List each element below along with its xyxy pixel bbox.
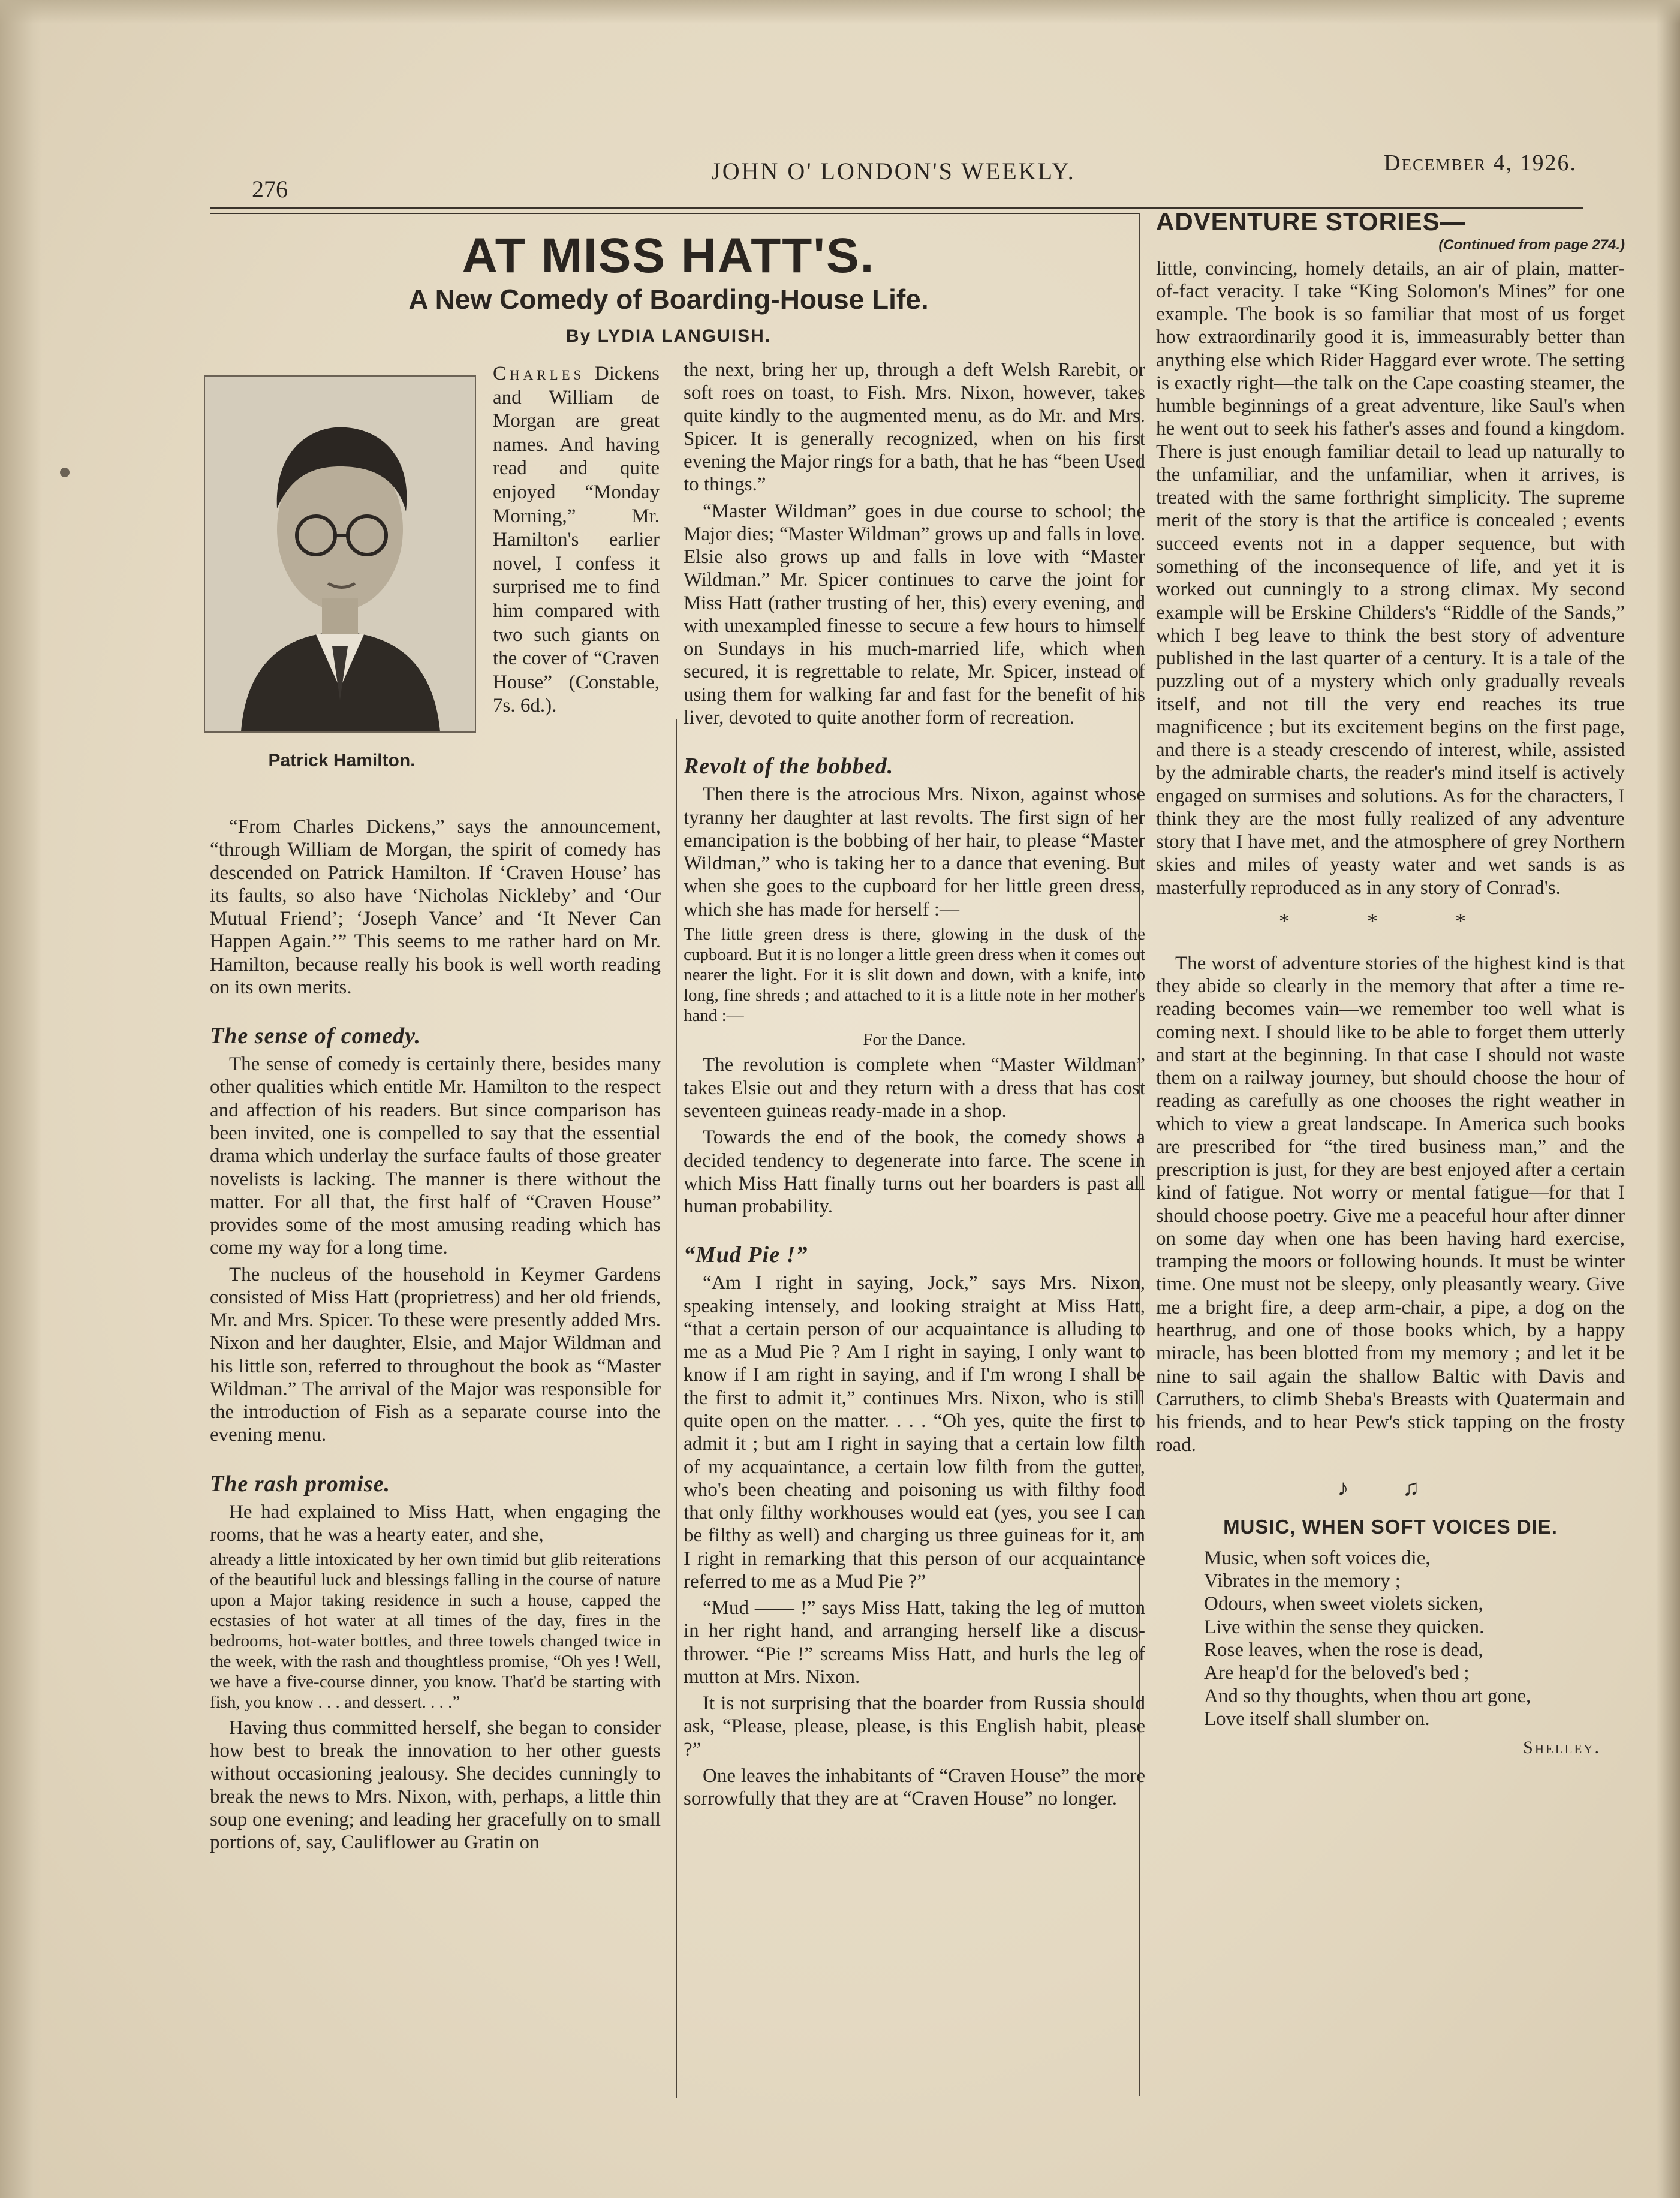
header-rule-thin: [210, 213, 1139, 214]
paragraph: Then there is the atrocious Mrs. Nixon, against whose tyranny her daughter at last revolts. The first sign of her emancipation is the bobbing of her hair, to please “Master Wildman,” who is taking her to a dance that evening. But when she goes to the cupboard for her little green dress, which she has made for herself :—: [684, 784, 1145, 920]
block-quote: The little green dress is there, glowing in the dusk of the cupboard. But it is no longer a little green dress when it comes out nearer the light. For it is slit down and down, with a knife, into long, fine shreds ; and attached to it is a little note in her mother's hand :—: [684, 924, 1145, 1025]
portrait-caption: Patrick Hamilton.: [268, 751, 416, 770]
poem-line: Rose leaves, when the rose is dead,: [1204, 1639, 1483, 1661]
page-edge-right: [1656, 0, 1680, 2198]
page-edge-top: [0, 0, 1680, 24]
subheading-revolt-of-the-bobbed: Revolt of the bobbed.: [684, 754, 894, 779]
intro-dropcap-word: Charles: [493, 363, 585, 384]
paragraph: Having thus committed herself, she began to consider how best to break the innovation to her other guests without occasioning jealousy. She decides cunningly to break the news to Mrs. Nixon, with, perhaps, a little thin soup one evening; and leading her gracefully on to small portions of, say, Cauliflower au Gratin on: [210, 1717, 661, 1854]
subheading-sense-of-comedy: The sense of comedy.: [210, 1023, 421, 1049]
block-quote-signoff: For the Dance.: [863, 1029, 966, 1049]
music-notes-ornament: ♪ ♫: [1337, 1475, 1444, 1501]
poem-line: Love itself shall slumber on.: [1204, 1708, 1430, 1730]
paragraph: The worst of adventure stories of the highest kind is that they abide so clearly in the memory that after a time re-reading becomes vain—we remember too well what is coming next. I should like to be able to forget them utterly and start at the beginning. In that case I should not waste them on a railway journey, but should choose the hour of reading as carefully as one chooses the right weather in which to view a great landscape. In America such books are prescribed for “the tired business man,” and the prescription is just, for they are best enjoyed after a certain kind of fatigue. Not worry or mental fatigue—for that I should choose poetry. Give me a peaceful hour after dinner on some day when one has been having hard exercise, tramping the moors or following hounds. It must be winter time. One must not be sleepy, only pleasantly weary. Give me a bright fire, a deep arm-chair, a pipe, a dog on the hearthrug, and one of those books which, by a happy miracle, has been blotted from my memory ; and let it be nine to sail again the shallow Baltic with Davis and Carruthers, to climb Sheba's Breasts with Quatermain and his friends, and to hear Pew's stick tapping on the frosty road.: [1156, 952, 1625, 1456]
article-byline: By LYDIA LANGUISH.: [565, 326, 772, 346]
section-break: * * *: [1279, 908, 1502, 933]
poem-line: Music, when soft voices die,: [1204, 1547, 1431, 1569]
poem-title: MUSIC, WHEN SOFT VOICES DIE.: [1223, 1515, 1558, 1538]
paragraph: The revolution is complete when “Master Wildman” takes Elsie out and they return with a dress that has cost seventeen guineas ready-made in a shop.: [684, 1054, 1145, 1122]
article-title: AT MISS HATT'S.: [462, 228, 875, 283]
intro-text: Dickens and William de Morgan are great names. And having read and quite enjoyed “Monday Morning,” Mr. Hamilton's earlier novel, I confess it surprised me to find him compared with two such giants on the cover of “Craven House” (Constable, 7s. 6d.).: [493, 363, 660, 717]
paragraph: the next, bring her up, through a deft Welsh Rarebit, or soft roes on toast, to Fish. Mrs. Nixon, however, takes quite kindly to the augmented menu, as do Mr. and Mrs. Spicer. It is generally recognized, when on his first evening the Major rings for a bath, that he has “been Used to things.”: [684, 359, 1145, 496]
poem-line: Are heap'd for the beloved's bed ;: [1204, 1662, 1470, 1684]
article-intro: [493, 362, 660, 722]
continued-note: (Continued from page 274.): [1438, 236, 1625, 253]
page-number: 276: [252, 176, 288, 203]
adventure-stories-heading: ADVENTURE STORIES—: [1156, 207, 1466, 236]
issue-date: December 4, 1926.: [1384, 150, 1577, 176]
paragraph: “Am I right in saying, Jock,” says Mrs. Nixon, speaking intensely, and looking straight at Miss Hatt, “that a certain person of our acquaintance is alluding to me as a Mud Pie ? Am I right in saying, I only want to know if I am right in saying, and if I'm wrong I shall be the first to admit it,” continues Mrs. Nixon, who is still quite open on the matter. . . . “Oh yes, quite the first to admit it ; but am I right in saying that a certain low filth of my acquaintance, a certain low filth from the gutter, who's been cheating and poisoning us with filthy food that only filthy workhouses would eat (yes, you see I can be filthy as well) and charging us three guineas for it, am I right in remarking that this person of our acquaintance referred to me as a Mud Pie ?”: [684, 1272, 1145, 1592]
poem-line: Odours, when sweet violets sicken,: [1204, 1593, 1483, 1615]
paragraph: It is not surprising that the boarder from Russia should ask, “Please, please, please, is this English habit, please ?”: [684, 1693, 1145, 1760]
paragraph: One leaves the inhabitants of “Craven House” the more sorrowfully that they are at “Craven House” no longer.: [684, 1765, 1145, 1810]
block-quote: already a little intoxicated by her own timid but glib reiterations of the beautiful luck and blessings falling in the course of nature upon a Major taking residence in such a house, capped the ecstasies of hot water at all times of the day, fires in the bedrooms, hot-water bottles, and three towels changed twice in the week, with the rash and thoughtless promise, “Oh yes ! Well, we have a five-course dinner, you know. That'd be starting with fish, you know . . . and dessert. . . .”: [210, 1550, 661, 1712]
paragraph: Towards the end of the book, the comedy shows a decided tendency to degenerate into farce. The scene in which Miss Hatt finally turns out her boarders is past all human probability.: [684, 1127, 1145, 1218]
subheading-mud-pie: “Mud Pie !”: [684, 1242, 808, 1268]
page-edge-left: [0, 0, 42, 2198]
poem-line: Vibrates in the memory ;: [1204, 1570, 1401, 1592]
paragraph: The nucleus of the household in Keymer Gardens consisted of Miss Hatt (proprietress) and her old friends, Mr. and Mrs. Spicer. To these were presently added Mrs. Nixon and her daughter, Elsie, and Major Wildman and his little son, referred to throughout the book as “Master Wildman.” The arrival of the Major was responsible for the introduction of Fish as a separate course into the evening menu.: [210, 1263, 661, 1446]
publication-title: JOHN O' LONDON'S WEEKLY.: [711, 158, 1076, 185]
column-rule-1: [676, 719, 677, 2098]
poem-line: And so thy thoughts, when thou art gone,: [1204, 1685, 1531, 1707]
column-2: [684, 359, 1145, 1814]
poem-attribution: Shelley.: [1523, 1738, 1601, 1758]
column-1: [210, 815, 661, 1857]
paragraph: “Master Wildman” goes in due course to school; the Major dies; “Master Wildman” grows up and falls in love. Elsie also grows up and falls in love with “Master Wildman.” Mr. Spicer continues to carve the joint for Miss Hatt (rather trusting of her, this) every evening, and with unexampled finesse to secure a few hours to himself on Sundays in his much-married life, which when secured, it is regrettable to relate, Mr. Spicer, instead of using them for walking far and fast for the benefit of his liver, devoted to quite another form of recreation.: [684, 500, 1145, 728]
running-header: [210, 150, 1577, 203]
paragraph: He had explained to Miss Hatt, when engaging the rooms, that he was a hearty eater, and she,: [210, 1501, 661, 1546]
poem-line: Live within the sense they quicken.: [1204, 1616, 1485, 1638]
poem-body: [1204, 1547, 1625, 1730]
paragraph: “Mud —— !” says Miss Hatt, taking the leg of mutton in her right hand, and arranging herself like a discus-thrower. “Pie !” screams Miss Hatt, and hurls the leg of mutton at Mrs. Nixon.: [684, 1597, 1145, 1688]
ink-spot: [60, 468, 70, 477]
subheading-rash-promise: The rash promise.: [210, 1471, 390, 1497]
author-portrait: [204, 375, 476, 733]
column-3: [1156, 207, 1625, 1759]
paragraph: little, convincing, homely details, an air of plain, matter-of-fact veracity. I take “King Solomon's Mines” for one example. The book is so familiar that most of us forget how extraordinarily good it is, immeasurably better than anything else which Rider Haggard ever wrote. The setting is exactly right—the talk on the Cape coasting steamer, the humble beginnings of a great adventure, like Saul's when he went out to seek his father's asses and found a kingdom. There is just enough familiar detail to lead up naturally to the unfamiliar, and the unfamiliar, when it arrives, is treated with the same forthright simplicity. The supreme merit of the story is that the artifice is concealed ; events succeed events not in a dapper sequence, but with something of the inconsequence of life, and yet it is worked out cunningly to a strong climax. My second example will be Erskine Childers's “Riddle of the Sands,” which I beg leave to think the best story of adventure published in the last quarter of a century. It is a tale of the puzzling out of a mystery which only gradually reveals itself, and not till the very end reaches its true magnificence ; but its excitement begins on the first page, and there is a steady crescendo of interest, while, assisted by the admirable charts, the reader's mind itself is actively engaged on surmises and solutions. As for the characters, I think they are the most fully realized of any adventure story that I have met, and the atmosphere of grey Northern skies and miles of yeasty water and wet sands is as masterfully reproduced as in any story of Conrad's.: [1156, 257, 1625, 899]
paragraph: “From Charles Dickens,” says the announcement, “through William de Morgan, the spirit of comedy has descended on Patrick Hamilton. If ‘Craven House’ has its faults, so also have ‘Nicholas Nickleby’ and ‘Our Mutual Friend’; ‘Joseph Vance’ and ‘It Never Can Happen Again.’” This seems to me rather hard on Mr. Hamilton, because really his book is well worth reading on its own merits.: [210, 816, 661, 998]
paragraph: The sense of comedy is certainly there, besides many other qualities which entitle Mr. Hamilton to the respect and affection of his readers. But since comparison has been invited, one is compelled to say that the essential drama which underlay the surface faults of those greater novelists is lacking. The manner is there without the matter. For all that, the first half of “Craven House” provides some of the most amusing reading which has come my way for a long time.: [210, 1053, 661, 1259]
article-subtitle: A New Comedy of Boarding-House Life.: [408, 284, 929, 315]
